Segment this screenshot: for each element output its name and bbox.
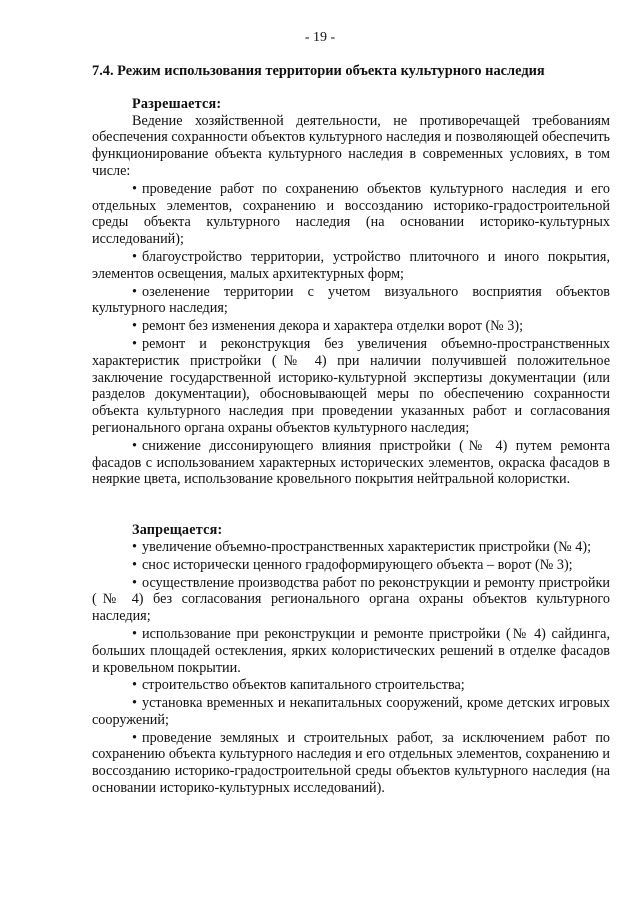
forbidden-item — [92, 730, 610, 797]
forbidden-item — [92, 626, 610, 676]
allowed-item — [92, 318, 610, 335]
forbidden-section — [92, 522, 610, 797]
forbidden-item-text: осуществление производства работ по реконструкции и ремонту пристройки (№ 4) без согласования регионального органа охраны объектов культурного наследия; — [92, 574, 610, 625]
bullet-icon: • — [132, 180, 137, 197]
forbidden-item — [92, 575, 610, 625]
forbidden-item-text: снос исторически ценного градоформирующего объекта – ворот (№ 3); — [142, 556, 573, 573]
allowed-item-text: ремонт без изменения декора и характера отделки ворот (№ 3); — [142, 318, 524, 335]
page-number: - 19 - — [304, 30, 336, 45]
allowed-item-text: снижение диссонирующего влияния пристройки (№ 4) путем ремонта фасадов с использованием характерных исторических элементов, окраска фасадов в неяркие цвета, использование кровельного покрытия нейтральной колористки. — [92, 437, 610, 488]
allowed-item-text: проведение работ по сохранению объектов культурного наследия и его отдельных элементов, сохранению и воссозданию историко-градостроительной среды объекта культурного наследия (на основании историко-культурных исследований); — [92, 180, 610, 248]
forbidden-item-text: строительство объектов капитального строительства; — [142, 677, 465, 694]
bullet-icon: • — [132, 335, 137, 352]
bullet-icon: • — [132, 677, 137, 694]
forbidden-label: Запрещается: — [132, 522, 223, 539]
bullet-icon: • — [132, 437, 137, 454]
allowed-intro: Ведение хозяйственной деятельности, не противоречащей требованиям обеспечения сохранности объектов культурного наследия и позволяющей обеспечить функционирование объекта культурного наследия в современных условиях, в том числе: — [92, 112, 610, 179]
bullet-icon: • — [132, 729, 137, 746]
allowed-item — [92, 181, 610, 248]
bullet-icon: • — [132, 318, 137, 335]
forbidden-item-text: установка временных и некапитальных сооружений, кроме детских игровых сооружений; — [92, 695, 610, 728]
bullet-icon: • — [132, 248, 137, 265]
allowed-item — [92, 249, 610, 283]
allowed-item-text: ремонт и реконструкция без увеличения объемно-пространственных характеристик пристройки (№ 4) при наличии получившей положительное заключение государственной историко-культурной экспертизы документации (или разделов документации), обосновывающей меры по обеспечению сохранности объекта культурного наследия при проведении указанных работ и согласования регионального органа охраны объектов культурного наследия; — [92, 335, 610, 436]
allowed-item — [92, 284, 610, 318]
allowed-label: Разрешается: — [132, 95, 222, 112]
forbidden-item-text: использование при реконструкции и ремонте пристройки (№ 4) сайдинга, больших площадей остекления, ярких колористических решений в отделке фасадов и кровельном покрытии. — [92, 625, 610, 676]
bullet-icon: • — [132, 556, 137, 573]
bullet-icon: • — [132, 695, 137, 712]
forbidden-item — [92, 695, 610, 729]
bullet-icon: • — [132, 538, 137, 555]
bullet-icon: • — [132, 574, 137, 591]
section-spacer — [92, 489, 610, 522]
forbidden-item — [92, 677, 610, 694]
forbidden-item — [92, 539, 610, 556]
section-heading: 7.4. Режим использования территории объекта культурного наследия — [92, 63, 545, 79]
allowed-item — [92, 336, 610, 437]
allowed-item-text: благоустройство территории, устройство плиточного и иного покрытия, элементов освещения, малых архитектурных форм; — [92, 248, 610, 282]
forbidden-item — [92, 557, 610, 574]
allowed-item — [92, 438, 610, 488]
bullet-icon: • — [132, 283, 137, 300]
forbidden-item-text: проведение земляных и строительных работ, за исключением работ по сохранению объекта культурного наследия и его отдельных элементов, сохранению и воссозданию историко-градостроительной среды объектов культурного наследия (на основании историко-культурных исследований). — [92, 729, 610, 797]
forbidden-item-text: увеличение объемно-пространственных характеристик пристройки (№ 4); — [142, 538, 592, 555]
allowed-item-text: озеленение территории с учетом визуального восприятия объектов культурного наследия; — [92, 283, 610, 317]
bullet-icon: • — [132, 625, 137, 642]
allowed-section — [92, 96, 610, 488]
document-body — [92, 63, 610, 798]
